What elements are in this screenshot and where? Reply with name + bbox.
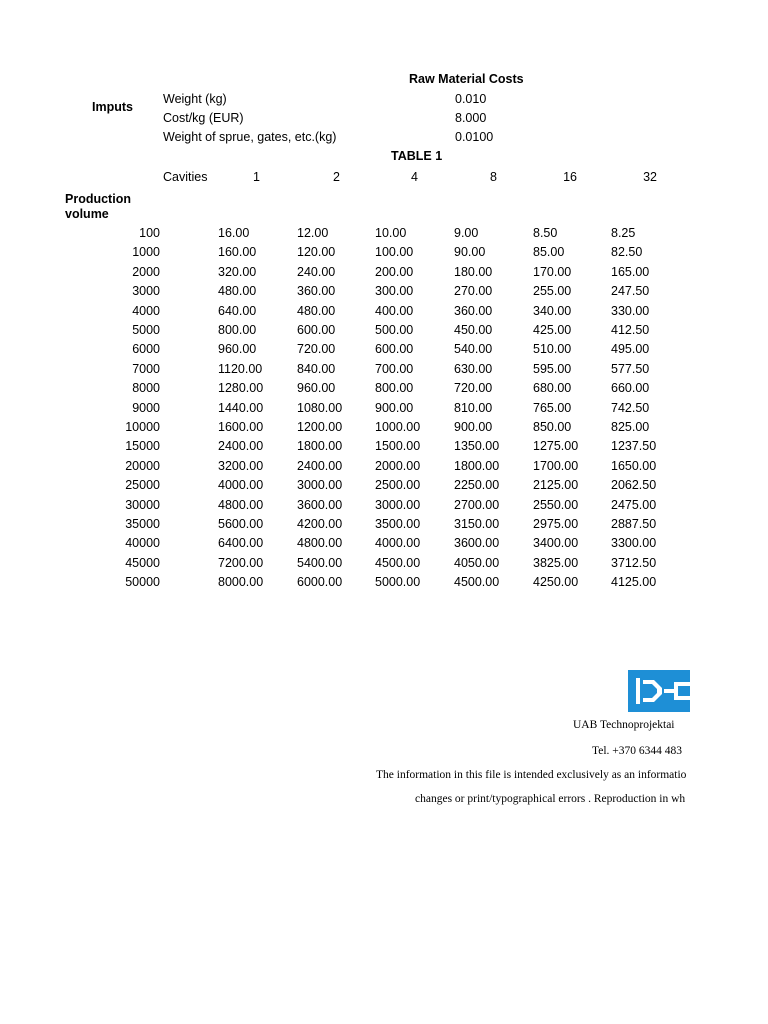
table-label: TABLE 1 — [391, 149, 443, 163]
cost-cell: 10.00 — [375, 226, 407, 240]
cost-cell: 82.50 — [611, 245, 643, 260]
cost-cell: 2500.00 — [375, 478, 421, 493]
cavity-header-16: 16 — [563, 170, 577, 184]
cost-cell: 100.00 — [375, 245, 414, 260]
cost-cell: 700.00 — [375, 361, 414, 376]
cost-cell: 480.00 — [297, 303, 336, 318]
cost-cell: 1440.00 — [218, 400, 264, 415]
cost-cell: 2550.00 — [533, 497, 579, 512]
table-row — [0, 263, 768, 282]
input-value-sprue-weight: 0.0100 — [455, 130, 494, 144]
table-row — [0, 243, 768, 262]
logo-bar — [636, 678, 640, 704]
table-row — [0, 302, 768, 321]
cost-cell: 6000.00 — [297, 575, 343, 590]
cost-cell: 1350.00 — [454, 439, 500, 454]
cost-cell: 2062.50 — [611, 478, 657, 493]
input-label-weight: Weight (kg) — [163, 92, 227, 106]
cost-cell: 90.00 — [454, 245, 486, 260]
production-volume-cell: 20000 — [125, 458, 160, 473]
cost-cell: 4500.00 — [375, 555, 421, 570]
cost-cell: 450.00 — [454, 323, 493, 337]
cost-cell: 5400.00 — [297, 555, 343, 570]
cost-cell: 425.00 — [533, 323, 572, 337]
production-volume-cell: 10000 — [125, 420, 160, 434]
cost-cell: 1080.00 — [297, 400, 343, 415]
input-value-weight: 0.010 — [455, 92, 487, 106]
cost-cell: 4000.00 — [375, 536, 421, 551]
production-volume-cell: 7000 — [132, 361, 160, 376]
cost-cell: 4250.00 — [533, 575, 579, 590]
cost-cell: 4800.00 — [297, 536, 343, 551]
cost-cell: 600.00 — [375, 342, 414, 357]
cost-cell: 660.00 — [611, 381, 650, 396]
cost-cell: 960.00 — [218, 342, 257, 357]
cost-cell: 1120.00 — [218, 361, 263, 376]
cost-cell: 1800.00 — [454, 458, 500, 473]
cost-cell: 1500.00 — [375, 439, 421, 454]
cost-cell: 960.00 — [297, 381, 336, 396]
cost-cell: 4800.00 — [218, 497, 264, 512]
cost-cell: 170.00 — [533, 264, 572, 279]
production-volume-cell: 6000 — [132, 342, 160, 357]
cost-cell: 2700.00 — [454, 497, 500, 512]
cost-cell: 1650.00 — [611, 458, 657, 473]
input-label-cost: Cost/kg (EUR) — [163, 111, 244, 125]
cost-cell: 2250.00 — [454, 478, 500, 493]
production-volume-cell: 45000 — [125, 555, 160, 570]
cost-cell: 1600.00 — [218, 420, 264, 434]
production-volume-label-line1: Production — [65, 192, 131, 206]
production-volume-cell: 40000 — [125, 536, 160, 551]
cost-cell: 630.00 — [454, 361, 493, 376]
cost-cell: 3200.00 — [218, 458, 264, 473]
table-row — [0, 282, 768, 301]
production-volume-cell: 3000 — [132, 284, 160, 299]
cost-cell: 7200.00 — [218, 555, 264, 570]
cost-cell: 16.00 — [218, 226, 250, 240]
cost-cell: 5000.00 — [375, 575, 421, 590]
cost-cell: 240.00 — [297, 264, 336, 279]
disclaimer-clip-1 — [376, 768, 690, 784]
cost-cell: 255.00 — [533, 284, 572, 299]
cavity-header-4: 4 — [411, 170, 418, 184]
cost-cell: 2475.00 — [611, 497, 657, 512]
table-row — [0, 224, 768, 243]
sheet-title: Raw Material Costs — [409, 72, 524, 86]
cost-cell: 540.00 — [454, 342, 493, 357]
cavity-header-32: 32 — [643, 170, 657, 184]
cost-cell: 680.00 — [533, 381, 572, 396]
cost-cell: 6400.00 — [218, 536, 264, 551]
cost-cell: 4200.00 — [297, 517, 343, 531]
cost-cell: 2975.00 — [533, 517, 579, 531]
cost-cell: 270.00 — [454, 284, 493, 299]
cost-cell: 480.00 — [218, 284, 257, 299]
cost-cell: 12.00 — [297, 226, 329, 240]
production-volume-cell: 100 — [139, 226, 160, 240]
input-label-sprue-weight: Weight of sprue, gates, etc.(kg) — [163, 130, 337, 144]
production-volume-cell: 9000 — [132, 400, 160, 415]
production-volume-cell: 15000 — [125, 439, 160, 454]
cost-cell: 320.00 — [218, 264, 257, 279]
cost-cell: 4500.00 — [454, 575, 500, 590]
cost-cell: 3000.00 — [375, 497, 421, 512]
cost-cell: 510.00 — [533, 342, 572, 357]
cost-cell: 800.00 — [218, 323, 257, 337]
cost-cell: 2000.00 — [375, 458, 421, 473]
cost-cell: 640.00 — [218, 303, 257, 318]
cost-cell: 400.00 — [375, 303, 414, 318]
cost-cell: 810.00 — [454, 400, 493, 415]
cavities-label: Cavities — [163, 170, 208, 184]
production-volume-cell: 30000 — [125, 497, 160, 512]
cost-cell: 3825.00 — [533, 555, 579, 570]
cost-cell: 1275.00 — [533, 439, 579, 454]
cost-cell: 165.00 — [611, 264, 650, 279]
cost-cell: 3500.00 — [375, 517, 421, 531]
cavity-header-1: 1 — [253, 170, 260, 184]
cost-cell: 577.50 — [611, 361, 650, 376]
cost-cell: 9.00 — [454, 226, 479, 240]
cost-cell: 2887.50 — [611, 517, 657, 531]
cost-cell: 600.00 — [297, 323, 336, 337]
cost-cell: 1280.00 — [218, 381, 264, 396]
production-volume-cell: 35000 — [125, 517, 160, 531]
table-row — [0, 340, 768, 359]
cost-cell: 360.00 — [454, 303, 493, 318]
company-name: UAB Technoprojektai — [573, 719, 675, 731]
cost-cell: 825.00 — [611, 420, 650, 434]
table-row — [0, 360, 768, 379]
cost-cell: 900.00 — [454, 420, 493, 434]
cost-cell: 1800.00 — [297, 439, 343, 454]
cost-cell: 4050.00 — [454, 555, 500, 570]
production-volume-cell: 8000 — [132, 381, 160, 396]
disclaimer-clip-2 — [415, 792, 690, 808]
table-row — [0, 515, 768, 534]
cost-cell: 742.50 — [611, 400, 650, 415]
cost-cell: 2125.00 — [533, 478, 579, 493]
phone-clip — [592, 744, 690, 760]
inputs-label: Imputs — [92, 100, 133, 114]
table-row — [0, 554, 768, 573]
cost-cell: 720.00 — [297, 342, 336, 357]
company-phone: Tel. +370 6344 483 — [592, 745, 683, 757]
cost-cell: 247.50 — [611, 284, 650, 299]
cost-cell: 595.00 — [533, 361, 572, 376]
production-volume-cell: 50000 — [125, 575, 160, 590]
table-row — [0, 476, 768, 495]
cost-cell: 200.00 — [375, 264, 414, 279]
cavity-header-8: 8 — [490, 170, 497, 184]
cost-cell: 340.00 — [533, 303, 572, 318]
table-row — [0, 399, 768, 418]
cost-cell: 160.00 — [218, 245, 257, 260]
cost-cell: 3712.50 — [611, 555, 657, 570]
cost-cell: 360.00 — [297, 284, 336, 299]
cost-cell: 2400.00 — [297, 458, 343, 473]
cost-cell: 800.00 — [375, 381, 414, 396]
cost-cell: 1237.50 — [611, 439, 657, 454]
table-row — [0, 418, 768, 437]
cost-cell: 180.00 — [454, 264, 493, 279]
table-row — [0, 573, 768, 592]
table-row — [0, 496, 768, 515]
production-volume-cell: 4000 — [132, 303, 160, 318]
logo-graphic — [628, 670, 690, 712]
cost-cell: 1700.00 — [533, 458, 579, 473]
disclaimer-line-1: The information in this file is intended exclusively as an informatio — [376, 769, 687, 781]
cost-cell: 495.00 — [611, 342, 650, 357]
production-volume-cell: 2000 — [132, 264, 160, 279]
input-value-cost: 8.000 — [455, 111, 487, 125]
cost-cell: 5600.00 — [218, 517, 264, 531]
cost-cell: 3600.00 — [297, 497, 343, 512]
cost-cell: 3150.00 — [454, 517, 500, 531]
cost-cell: 3300.00 — [611, 536, 657, 551]
cost-cell: 412.50 — [611, 323, 650, 337]
company-logo — [628, 670, 690, 712]
table-row — [0, 534, 768, 553]
cost-cell: 1000.00 — [375, 420, 421, 434]
cost-cell: 3000.00 — [297, 478, 343, 493]
table-row — [0, 437, 768, 456]
disclaimer-line-2: changes or print/typographical errors . Reproduction in wh — [415, 793, 686, 805]
cost-cell: 330.00 — [611, 303, 650, 318]
cost-cell: 840.00 — [297, 361, 336, 376]
cost-cell: 500.00 — [375, 323, 414, 337]
cost-cell: 8000.00 — [218, 575, 264, 590]
cavity-header-2: 2 — [333, 170, 340, 184]
cost-cell: 3400.00 — [533, 536, 579, 551]
cost-cell: 1200.00 — [297, 420, 343, 434]
production-volume-cell: 1000 — [132, 245, 160, 260]
cost-cell: 8.25 — [611, 226, 636, 240]
cost-cell: 4125.00 — [611, 575, 657, 590]
cost-cell: 4000.00 — [218, 478, 264, 493]
logo-stem — [664, 689, 674, 693]
cost-cell: 765.00 — [533, 400, 572, 415]
table-row — [0, 321, 768, 340]
cost-cell: 720.00 — [454, 381, 493, 396]
table-row — [0, 379, 768, 398]
cost-cell: 900.00 — [375, 400, 414, 415]
cost-cell: 2400.00 — [218, 439, 264, 454]
table-row — [0, 457, 768, 476]
cost-cell: 120.00 — [297, 245, 336, 260]
cost-cell: 85.00 — [533, 245, 565, 260]
production-volume-label-line2: volume — [65, 207, 109, 221]
production-volume-cell: 5000 — [132, 323, 160, 337]
cost-cell: 850.00 — [533, 420, 572, 434]
production-volume-cell: 25000 — [125, 478, 160, 493]
cost-cell: 3600.00 — [454, 536, 500, 551]
cost-cell: 300.00 — [375, 284, 414, 299]
cost-cell: 8.50 — [533, 226, 558, 240]
